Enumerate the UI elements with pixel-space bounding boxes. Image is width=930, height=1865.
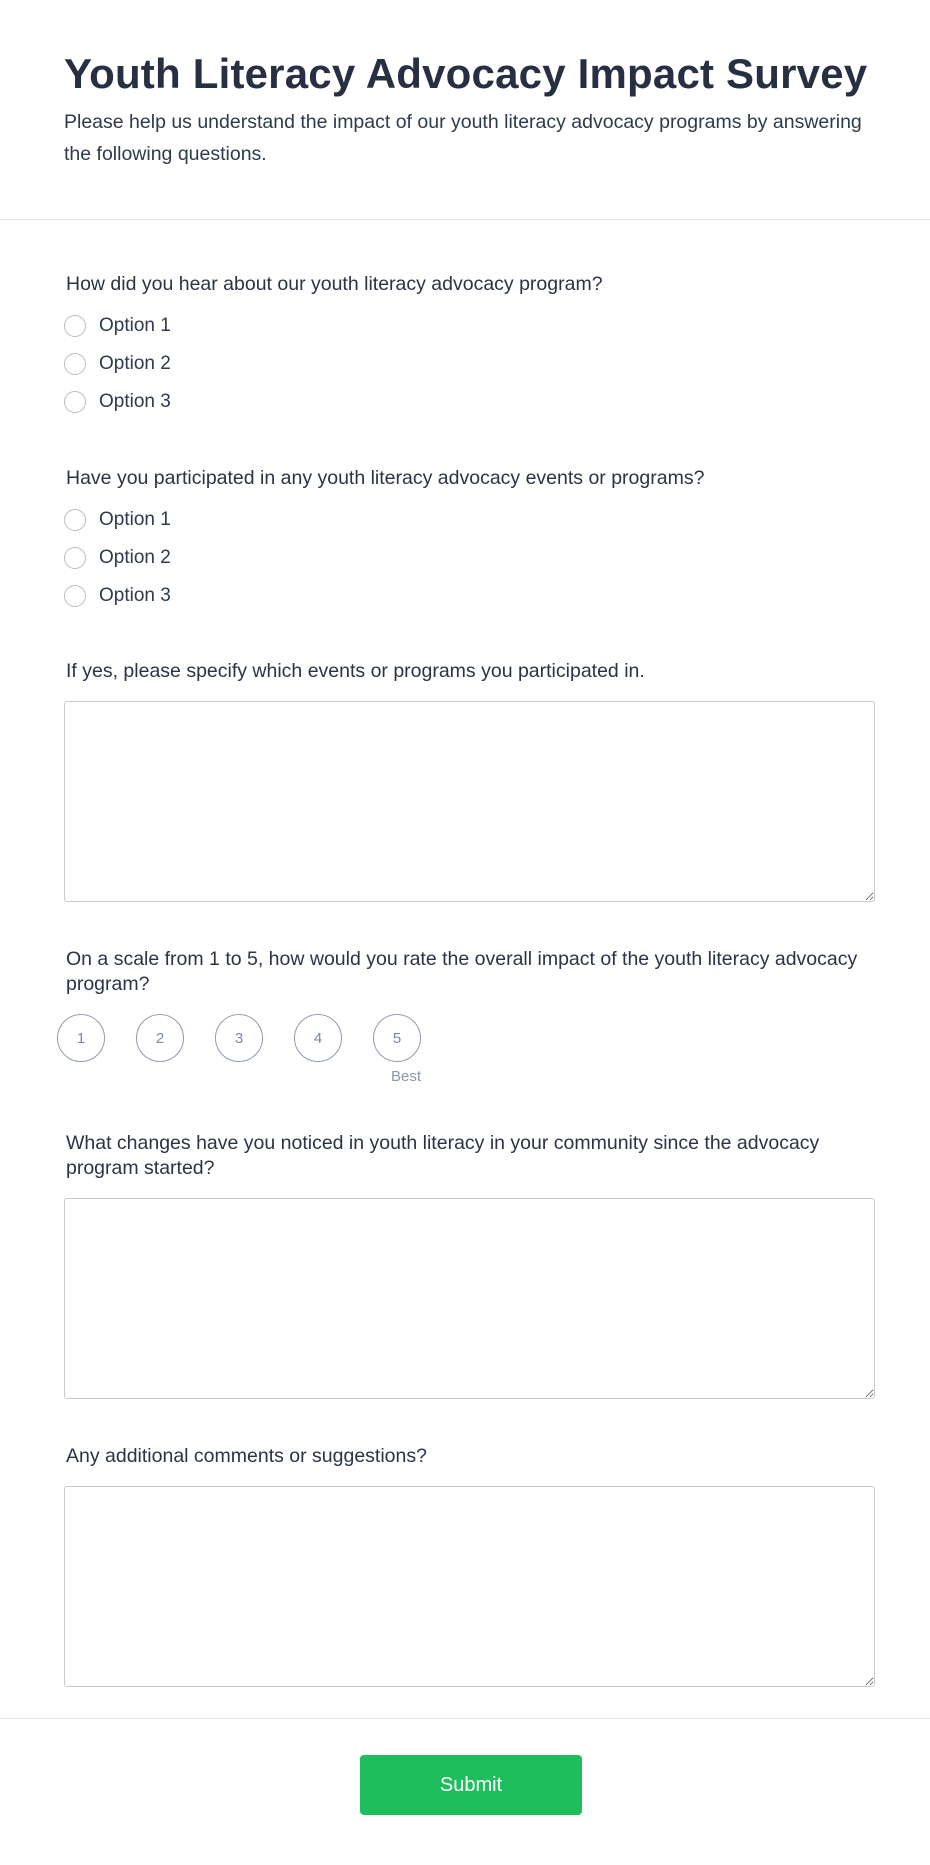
rating-best-label: Best <box>391 1068 422 1085</box>
q2-option-2[interactable] <box>64 545 171 571</box>
radio-button[interactable] <box>64 391 86 413</box>
changes-textarea[interactable] <box>64 1198 875 1399</box>
q1-option-1[interactable] <box>64 313 171 339</box>
question-2-label: Have you participated in any youth literacy advocacy events or programs? <box>66 467 705 489</box>
question-4-label: On a scale from 1 to 5, how would you rate the overall impact of the youth literacy advocacy program? <box>66 948 858 995</box>
events-textarea[interactable] <box>64 701 875 902</box>
radio-button[interactable] <box>64 547 86 569</box>
option-label: Option 1 <box>99 509 171 530</box>
footer-divider <box>0 1718 930 1719</box>
survey-header <box>0 0 930 220</box>
q1-option-3[interactable] <box>64 389 171 415</box>
radio-button[interactable] <box>64 353 86 375</box>
option-label: Option 3 <box>99 585 171 606</box>
question-6-label: Any additional comments or suggestions? <box>66 1445 427 1467</box>
question-5-label: What changes have you noticed in youth literacy in your community since the advocacy program started? <box>66 1132 820 1179</box>
option-label: Option 2 <box>99 547 171 568</box>
option-label: Option 1 <box>99 315 171 336</box>
q2-option-3[interactable] <box>64 583 171 609</box>
question-1-label: How did you hear about our youth literacy advocacy program? <box>66 273 603 295</box>
radio-button[interactable] <box>64 509 86 531</box>
comments-textarea[interactable] <box>64 1486 875 1687</box>
rating-option-2[interactable]: 2 <box>136 1014 184 1062</box>
option-label: Option 2 <box>99 353 171 374</box>
page-description: Please help us understand the impact of our youth literacy advocacy programs by answering the following questions. <box>64 111 862 165</box>
rating-option-3[interactable]: 3 <box>215 1014 263 1062</box>
page-title: Youth Literacy Advocacy Impact Survey <box>64 50 868 97</box>
q1-option-2[interactable] <box>64 351 171 377</box>
submit-button[interactable]: Submit <box>360 1755 582 1815</box>
rating-option-4[interactable]: 4 <box>294 1014 342 1062</box>
radio-button[interactable] <box>64 585 86 607</box>
rating-option-1[interactable]: 1 <box>57 1014 105 1062</box>
question-3-label: If yes, please specify which events or programs you participated in. <box>66 660 645 682</box>
q2-option-1[interactable] <box>64 507 171 533</box>
rating-option-5[interactable]: 5 <box>373 1014 421 1062</box>
option-label: Option 3 <box>99 391 171 412</box>
radio-button[interactable] <box>64 315 86 337</box>
